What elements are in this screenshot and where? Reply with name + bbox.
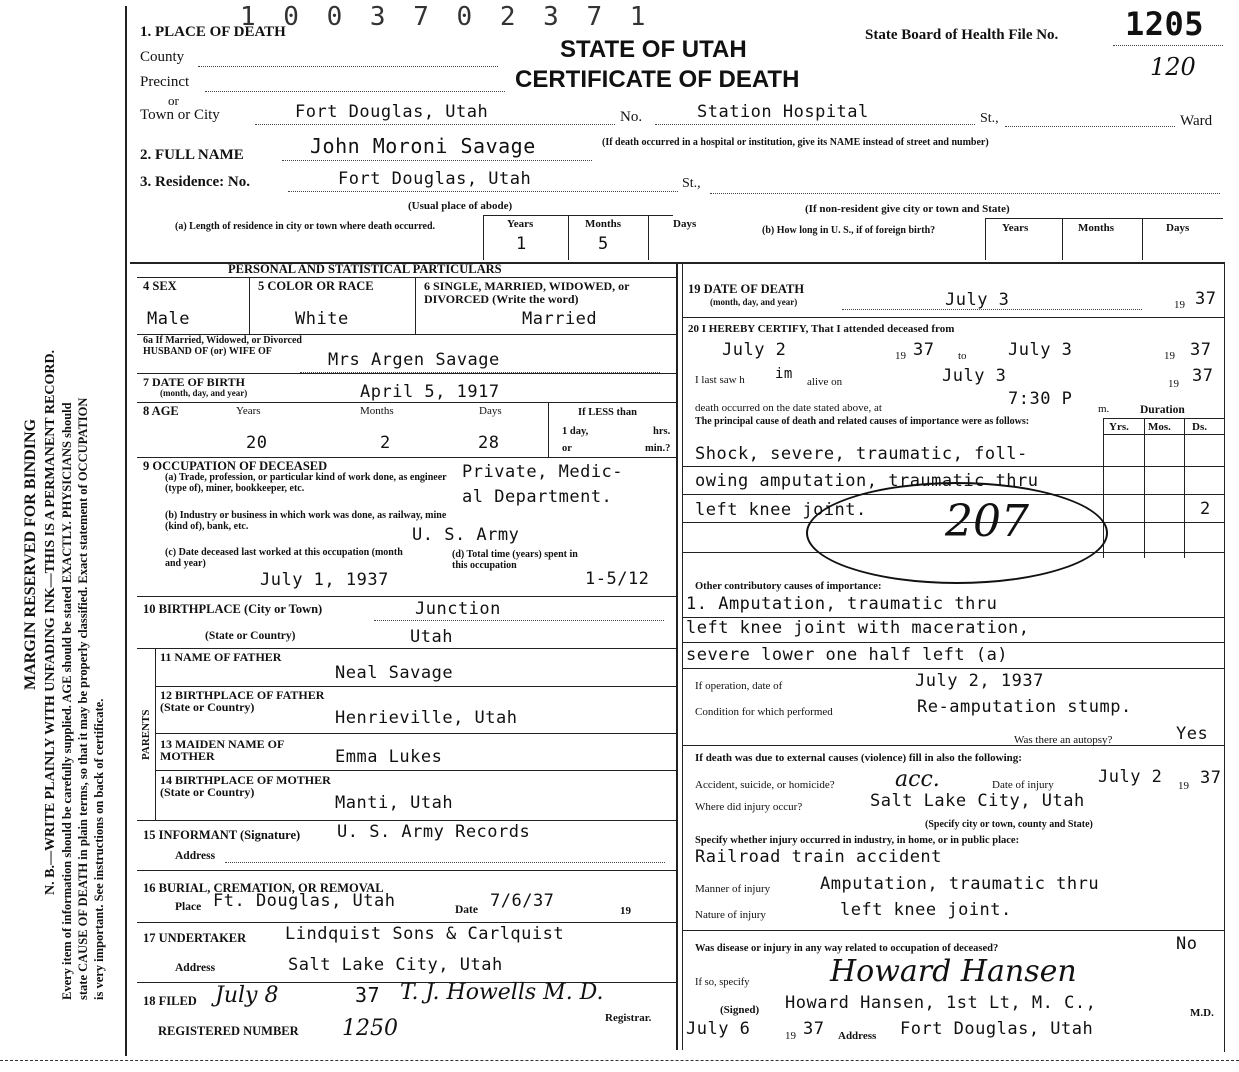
age-months-value: 2 xyxy=(380,433,391,453)
residence-length-top xyxy=(483,215,673,216)
accident-value: acc. xyxy=(895,767,940,792)
injury-specify-value: Railroad train accident xyxy=(695,847,942,867)
occupation-d-value: 1-5/12 xyxy=(585,569,650,589)
main-table-right xyxy=(1224,262,1225,1052)
burial-date-label: Date xyxy=(455,904,478,916)
state-title: STATE OF UTAH xyxy=(560,36,747,63)
nature-row-bottom xyxy=(682,930,1224,931)
burial-place-value: Ft. Douglas, Utah xyxy=(213,891,396,911)
age-less-min: min.? xyxy=(645,443,671,454)
duration-ds-value: 2 xyxy=(1200,499,1211,519)
filed-label: 18 FILED xyxy=(143,994,197,1008)
residence-length-col-1 xyxy=(483,215,484,260)
occupation-c-value: July 1, 1937 xyxy=(260,570,389,590)
related-value: No xyxy=(1176,934,1198,954)
file-number-line xyxy=(1113,45,1223,46)
mother-label: 13 MAIDEN NAME OF MOTHER xyxy=(160,737,284,763)
informant-address-line xyxy=(225,862,665,863)
md-label: M.D. xyxy=(1190,1007,1214,1019)
foreign-col-3 xyxy=(1142,218,1143,260)
dob-value: April 5, 1917 xyxy=(360,382,500,402)
birthplace-label: 10 BIRTHPLACE (City or Town) xyxy=(143,602,323,616)
parents-side-divider xyxy=(155,648,156,820)
duration-header-top xyxy=(1103,418,1224,419)
birthplace-row-top xyxy=(137,596,676,597)
sex-label: 4 SEX xyxy=(143,279,177,293)
injury-where-sublabel: (Specify city or town, county and State) xyxy=(925,819,1093,830)
residence-years-value: 1 xyxy=(516,234,527,254)
birthplace-state-value: Utah xyxy=(410,627,453,647)
residence-street-line xyxy=(710,193,1220,194)
injury-date-label: Date of injury xyxy=(992,779,1054,791)
residence-value: Fort Douglas, Utah xyxy=(338,169,532,189)
father-birthplace-label: 12 BIRTHPLACE OF FATHER (State or Country) xyxy=(160,688,325,714)
residence-line xyxy=(288,191,678,192)
undertaker-value: Lindquist Sons & Carlquist xyxy=(285,924,565,944)
autopsy-value: Yes xyxy=(1176,724,1209,744)
injury-where-value: Salt Lake City, Utah xyxy=(870,791,1085,811)
foreign-years-label: Years xyxy=(1002,222,1029,234)
foreign-col-1 xyxy=(985,218,986,260)
dob-label: 7 DATE OF BIRTH xyxy=(143,375,245,389)
death-time-m: m. xyxy=(1098,403,1110,415)
spouse-label: 6a If Married, Widowed, or Divorced HUSBAND OF (or) WIFE OF xyxy=(143,335,302,357)
birthplace-city-value: Junction xyxy=(415,599,501,619)
binding-margin-note: MARGIN RESERVED FOR BINDING xyxy=(22,418,39,690)
contributory-line-2: left knee joint with maceration, xyxy=(686,618,1030,638)
nature-label: Nature of injury xyxy=(695,909,766,921)
attended-from-value: July 2 xyxy=(722,340,787,360)
father-row-bottom xyxy=(155,686,676,687)
town-line xyxy=(255,124,615,125)
foreign-months-label: Months xyxy=(1078,222,1115,234)
permanent-record-note: N. B.—WRITE PLAINLY WITH UNFADING INK—THIS IS A PERMANENT RECORD. xyxy=(43,349,58,895)
contributory-line-3: severe lower one half left (a) xyxy=(686,645,1009,665)
informant-label: 15 INFORMANT (Signature) xyxy=(143,828,301,842)
death-row-bottom xyxy=(682,317,1224,318)
alive-on-label: alive on xyxy=(807,376,843,388)
age-less-label: If LESS than xyxy=(578,407,637,418)
death-time-value: 7:30 P xyxy=(1008,389,1073,409)
injury-date-value: July 2 xyxy=(1098,767,1163,787)
burial-year-suffix: 19 xyxy=(620,905,631,917)
duration-yrs-label: Yrs. xyxy=(1109,421,1129,433)
duration-label: Duration xyxy=(1140,404,1185,416)
occupation-a-value: Private, Medic- xyxy=(462,462,624,482)
usual-abode-note: (Usual place of abode) xyxy=(408,200,513,212)
occupation-a2-value: al Department. xyxy=(462,487,613,507)
residence-street-label: St., xyxy=(682,176,701,191)
age-less-day: 1 day, xyxy=(562,426,589,437)
physician-address-value: Fort Douglas, Utah xyxy=(900,1019,1094,1039)
burial-row-top xyxy=(137,870,676,871)
duration-ds-label: Ds. xyxy=(1192,421,1207,433)
marital-label: 6 SINGLE, MARRIED, WIDOWED, or DIVORCED (Write the word) xyxy=(424,279,630,306)
contributory-line-2-rule xyxy=(682,642,1224,643)
death-date-value: July 3 xyxy=(945,290,1010,310)
hereby-certify-label: 20 I HEREBY CERTIFY, That I attended deceased from xyxy=(688,323,955,335)
injury-specify-label: Specify whether injury occurred in industry, in home, or in public place: xyxy=(695,835,1020,846)
marital-value: Married xyxy=(522,309,598,329)
operation-date-value: July 2, 1937 xyxy=(915,671,1044,691)
signed-value: Howard Hansen, 1st Lt, M. C., xyxy=(785,993,1097,1013)
injury-where-label: Where did injury occur? xyxy=(695,801,803,813)
registered-number-value: 1250 xyxy=(342,1016,398,1041)
occupation-row-top xyxy=(137,457,676,458)
instruction-line-2: state CAUSE OF DEATH in plain terms, so that it may be properly classified. Exact statement of OCCUPATION xyxy=(76,397,90,1000)
street-label: St., xyxy=(980,111,999,126)
age-row-top xyxy=(137,402,676,403)
parents-side-label: PARENTS xyxy=(140,709,152,760)
last-saw-label: I last saw h xyxy=(695,374,745,386)
mother-row-bottom xyxy=(155,770,676,771)
injury-year-value: 37 xyxy=(1200,768,1222,788)
duration-col-2 xyxy=(1144,418,1145,558)
signed-label: (Signed) xyxy=(720,1004,760,1016)
sex-row-top xyxy=(137,277,676,278)
death-date-sublabel: (month, day, and year) xyxy=(710,297,798,307)
color-value: White xyxy=(295,309,349,329)
nature-value: left knee joint. xyxy=(840,900,1012,920)
sex-col-divider xyxy=(249,277,250,334)
registered-number-label: REGISTERED NUMBER xyxy=(158,1024,299,1038)
mother-birthplace-value: Manti, Utah xyxy=(335,793,454,813)
occupation-c-label: (c) Date deceased last worked at this occupation (month and year) xyxy=(165,547,403,569)
occupation-b-value: U. S. Army xyxy=(412,525,520,545)
occupation-d-label: (d) Total time (years) spent in this occupation xyxy=(452,549,578,571)
county-line xyxy=(198,66,498,67)
last-saw-him: im xyxy=(775,366,793,382)
street-number-label: No. xyxy=(620,109,643,125)
burial-place-label: Place xyxy=(175,901,202,913)
place-of-death-label: 1. PLACE OF DEATH xyxy=(140,24,286,40)
death-date-label: 19 DATE OF DEATH xyxy=(688,282,805,296)
serial-number: 1 0 0 3 7 0 2 3 7 1 xyxy=(240,2,652,32)
color-col-divider xyxy=(415,277,416,334)
sex-value: Male xyxy=(147,309,190,329)
cause-line-1-rule xyxy=(682,466,1224,467)
physician-address-label: Address xyxy=(838,1030,877,1042)
mother-value: Emma Lukes xyxy=(335,747,443,767)
full-name-line xyxy=(282,160,592,161)
death-year-value: 37 xyxy=(1195,289,1217,309)
age-less-or: or xyxy=(562,443,572,454)
manner-value: Amputation, traumatic thru xyxy=(820,874,1100,894)
full-name-note: (If death occurred in a hospital or institution, give its NAME instead of street and number) xyxy=(602,137,989,148)
parents-row-top xyxy=(137,648,676,649)
undertaker-row-top xyxy=(137,922,676,923)
dob-row-top xyxy=(137,373,676,374)
residence-days-label: Days xyxy=(673,218,697,230)
dob-sublabel: (month, day, and year) xyxy=(160,388,248,398)
father-birthplace-value: Henrieville, Utah xyxy=(335,708,518,728)
street-number-value: Station Hospital xyxy=(697,102,869,122)
burial-date-value: 7/6/37 xyxy=(490,891,555,911)
related-label: Was disease or injury in any way related to occupation of deceased? xyxy=(695,943,999,954)
physician-signature: Howard Hansen xyxy=(830,954,1077,989)
occupation-label: 9 OCCUPATION OF DECEASED xyxy=(143,459,328,473)
birthplace-state-label: (State or Country) xyxy=(205,630,296,642)
attended-to-label: to xyxy=(958,350,967,362)
street-line xyxy=(1005,126,1175,127)
father-birthplace-row-bottom xyxy=(155,733,676,734)
contributory-label: Other contributory causes of importance: xyxy=(695,581,882,592)
certificate-title: CERTIFICATE OF DEATH xyxy=(515,66,800,93)
filed-year-value: 37 xyxy=(355,983,381,1007)
operation-label: If operation, date of xyxy=(695,680,783,692)
age-col-divider xyxy=(548,402,549,457)
death-occurred-label: death occurred on the date stated above, at xyxy=(695,402,882,414)
age-days-value: 28 xyxy=(478,433,500,453)
file-number-label: State Board of Health File No. xyxy=(865,27,1059,43)
foreign-birth-label: (b) How long in U. S., if of foreign birth? xyxy=(762,225,936,236)
main-table-divider xyxy=(676,262,678,1050)
age-years-label: Years xyxy=(236,405,261,417)
foreign-top xyxy=(985,218,1223,219)
county-label: County xyxy=(140,49,185,65)
file-number: 1205 xyxy=(1125,5,1205,43)
color-label: 5 COLOR OR RACE xyxy=(258,279,374,293)
cause-line-2: owing amputation, traumatic thru xyxy=(695,471,1039,491)
residence-length-col-3 xyxy=(648,215,649,260)
age-years-value: 20 xyxy=(246,433,268,453)
age-less-hrs: hrs. xyxy=(653,426,671,437)
spouse-value: Mrs Argen Savage xyxy=(328,350,500,370)
instruction-line-3: is very important. See instructions on back of certificate. xyxy=(92,698,106,1000)
age-months-label: Months xyxy=(360,405,394,417)
personal-heading: PERSONAL AND STATISTICAL PARTICULARS xyxy=(228,262,502,276)
occupation-a-label: (a) Trade, profession, or particular kind of work done, as engineer (type of), miner, bookkeeper, etc. xyxy=(165,472,447,494)
precinct-label: Precinct xyxy=(140,74,190,90)
condition-label: Condition for which performed xyxy=(695,706,833,718)
town-value: Fort Douglas, Utah xyxy=(295,102,489,122)
undertaker-address-label: Address xyxy=(175,962,216,974)
principal-cause-label: The principal cause of death and related causes of importance were as follows: xyxy=(695,416,1030,427)
residence-length-label: (a) Length of residence in city or town where death occurred. xyxy=(175,221,436,232)
residence-years-label: Years xyxy=(507,218,534,230)
duration-col-3 xyxy=(1184,418,1185,558)
bottom-cut-line xyxy=(0,1060,1239,1061)
instruction-line-1: Every item of information should be carefully supplied. AGE should be stated EXACTLY. PHYSICIANS should xyxy=(60,402,74,1000)
father-label: 11 NAME OF FATHER xyxy=(160,650,282,664)
precinct-line xyxy=(205,91,505,92)
residence-length-col-2 xyxy=(568,215,569,260)
duration-mos-label: Mos. xyxy=(1148,421,1171,433)
residence-months-value: 5 xyxy=(598,234,609,254)
filed-date-value: July 8 xyxy=(215,983,279,1008)
attended-to-year: 37 xyxy=(1190,340,1212,360)
foreign-days-label: Days xyxy=(1166,222,1190,234)
cause-line-1: Shock, severe, traumatic, foll- xyxy=(695,444,1028,464)
informant-value: U. S. Army Records xyxy=(337,822,531,842)
burial-label: 16 BURIAL, CREMATION, OR REMOVAL xyxy=(143,881,384,895)
residence-label: 3. Residence: No. xyxy=(140,174,250,190)
autopsy-label: Was there an autopsy? xyxy=(1014,734,1113,746)
sign-date-value: July 6 xyxy=(686,1019,751,1039)
informant-row-top xyxy=(137,820,676,821)
undertaker-label: 17 UNDERTAKER xyxy=(143,931,247,945)
accident-label: Accident, suicide, or homicide? xyxy=(695,779,835,791)
attended-to-value: July 3 xyxy=(1008,340,1073,360)
external-causes-label: If death was due to external causes (violence) fill in also the following: xyxy=(695,752,1022,764)
undertaker-address-value: Salt Lake City, Utah xyxy=(288,955,503,975)
registrar-signature: T. J. Howells M. D. xyxy=(400,980,604,1005)
father-value: Neal Savage xyxy=(335,663,454,683)
alive-on-year: 37 xyxy=(1192,366,1214,386)
full-name-value: John Moroni Savage xyxy=(310,134,536,158)
cause-code-value: 207 xyxy=(945,496,1029,547)
ward-label: Ward xyxy=(1180,113,1213,129)
full-name-label: 2. FULL NAME xyxy=(140,147,244,163)
attended-from-year: 37 xyxy=(913,340,935,360)
contributory-line-1: 1. Amputation, traumatic thru xyxy=(686,594,998,614)
nonresident-note: (If non-resident give city or town and State) xyxy=(805,203,1010,215)
foreign-col-2 xyxy=(1062,218,1063,260)
birthplace-line xyxy=(374,620,664,621)
duration-header-bottom xyxy=(1103,434,1224,435)
registrar-label: Registrar. xyxy=(605,1012,652,1024)
age-days-label: Days xyxy=(479,405,502,417)
form-left-border xyxy=(125,6,127,1056)
street-number-line xyxy=(655,124,975,125)
condition-value: Re-amputation stump. xyxy=(917,697,1132,717)
main-table-divider-2 xyxy=(682,262,683,1050)
file-number-annotation: 120 xyxy=(1150,53,1196,81)
age-label: 8 AGE xyxy=(143,404,179,418)
mother-birthplace-label: 14 BIRTHPLACE OF MOTHER (State or Country) xyxy=(160,773,331,799)
town-label: Town or City xyxy=(140,107,220,123)
cause-line-3: left knee joint. xyxy=(695,500,867,520)
if-so-label: If so, specify xyxy=(695,977,750,988)
alive-on-value: July 3 xyxy=(942,366,1007,386)
manner-label: Manner of injury xyxy=(695,883,771,895)
autopsy-row-bottom xyxy=(682,745,1224,746)
or-label: or xyxy=(168,93,179,108)
informant-address-label: Address xyxy=(175,850,216,862)
residence-months-label: Months xyxy=(585,218,622,230)
occupation-b-label: (b) Industry or business in which work was done, as railway, mine (kind of), bank, etc. xyxy=(165,510,447,532)
sign-year-value: 37 xyxy=(803,1019,825,1039)
contributory-line-3-rule xyxy=(682,668,1224,669)
